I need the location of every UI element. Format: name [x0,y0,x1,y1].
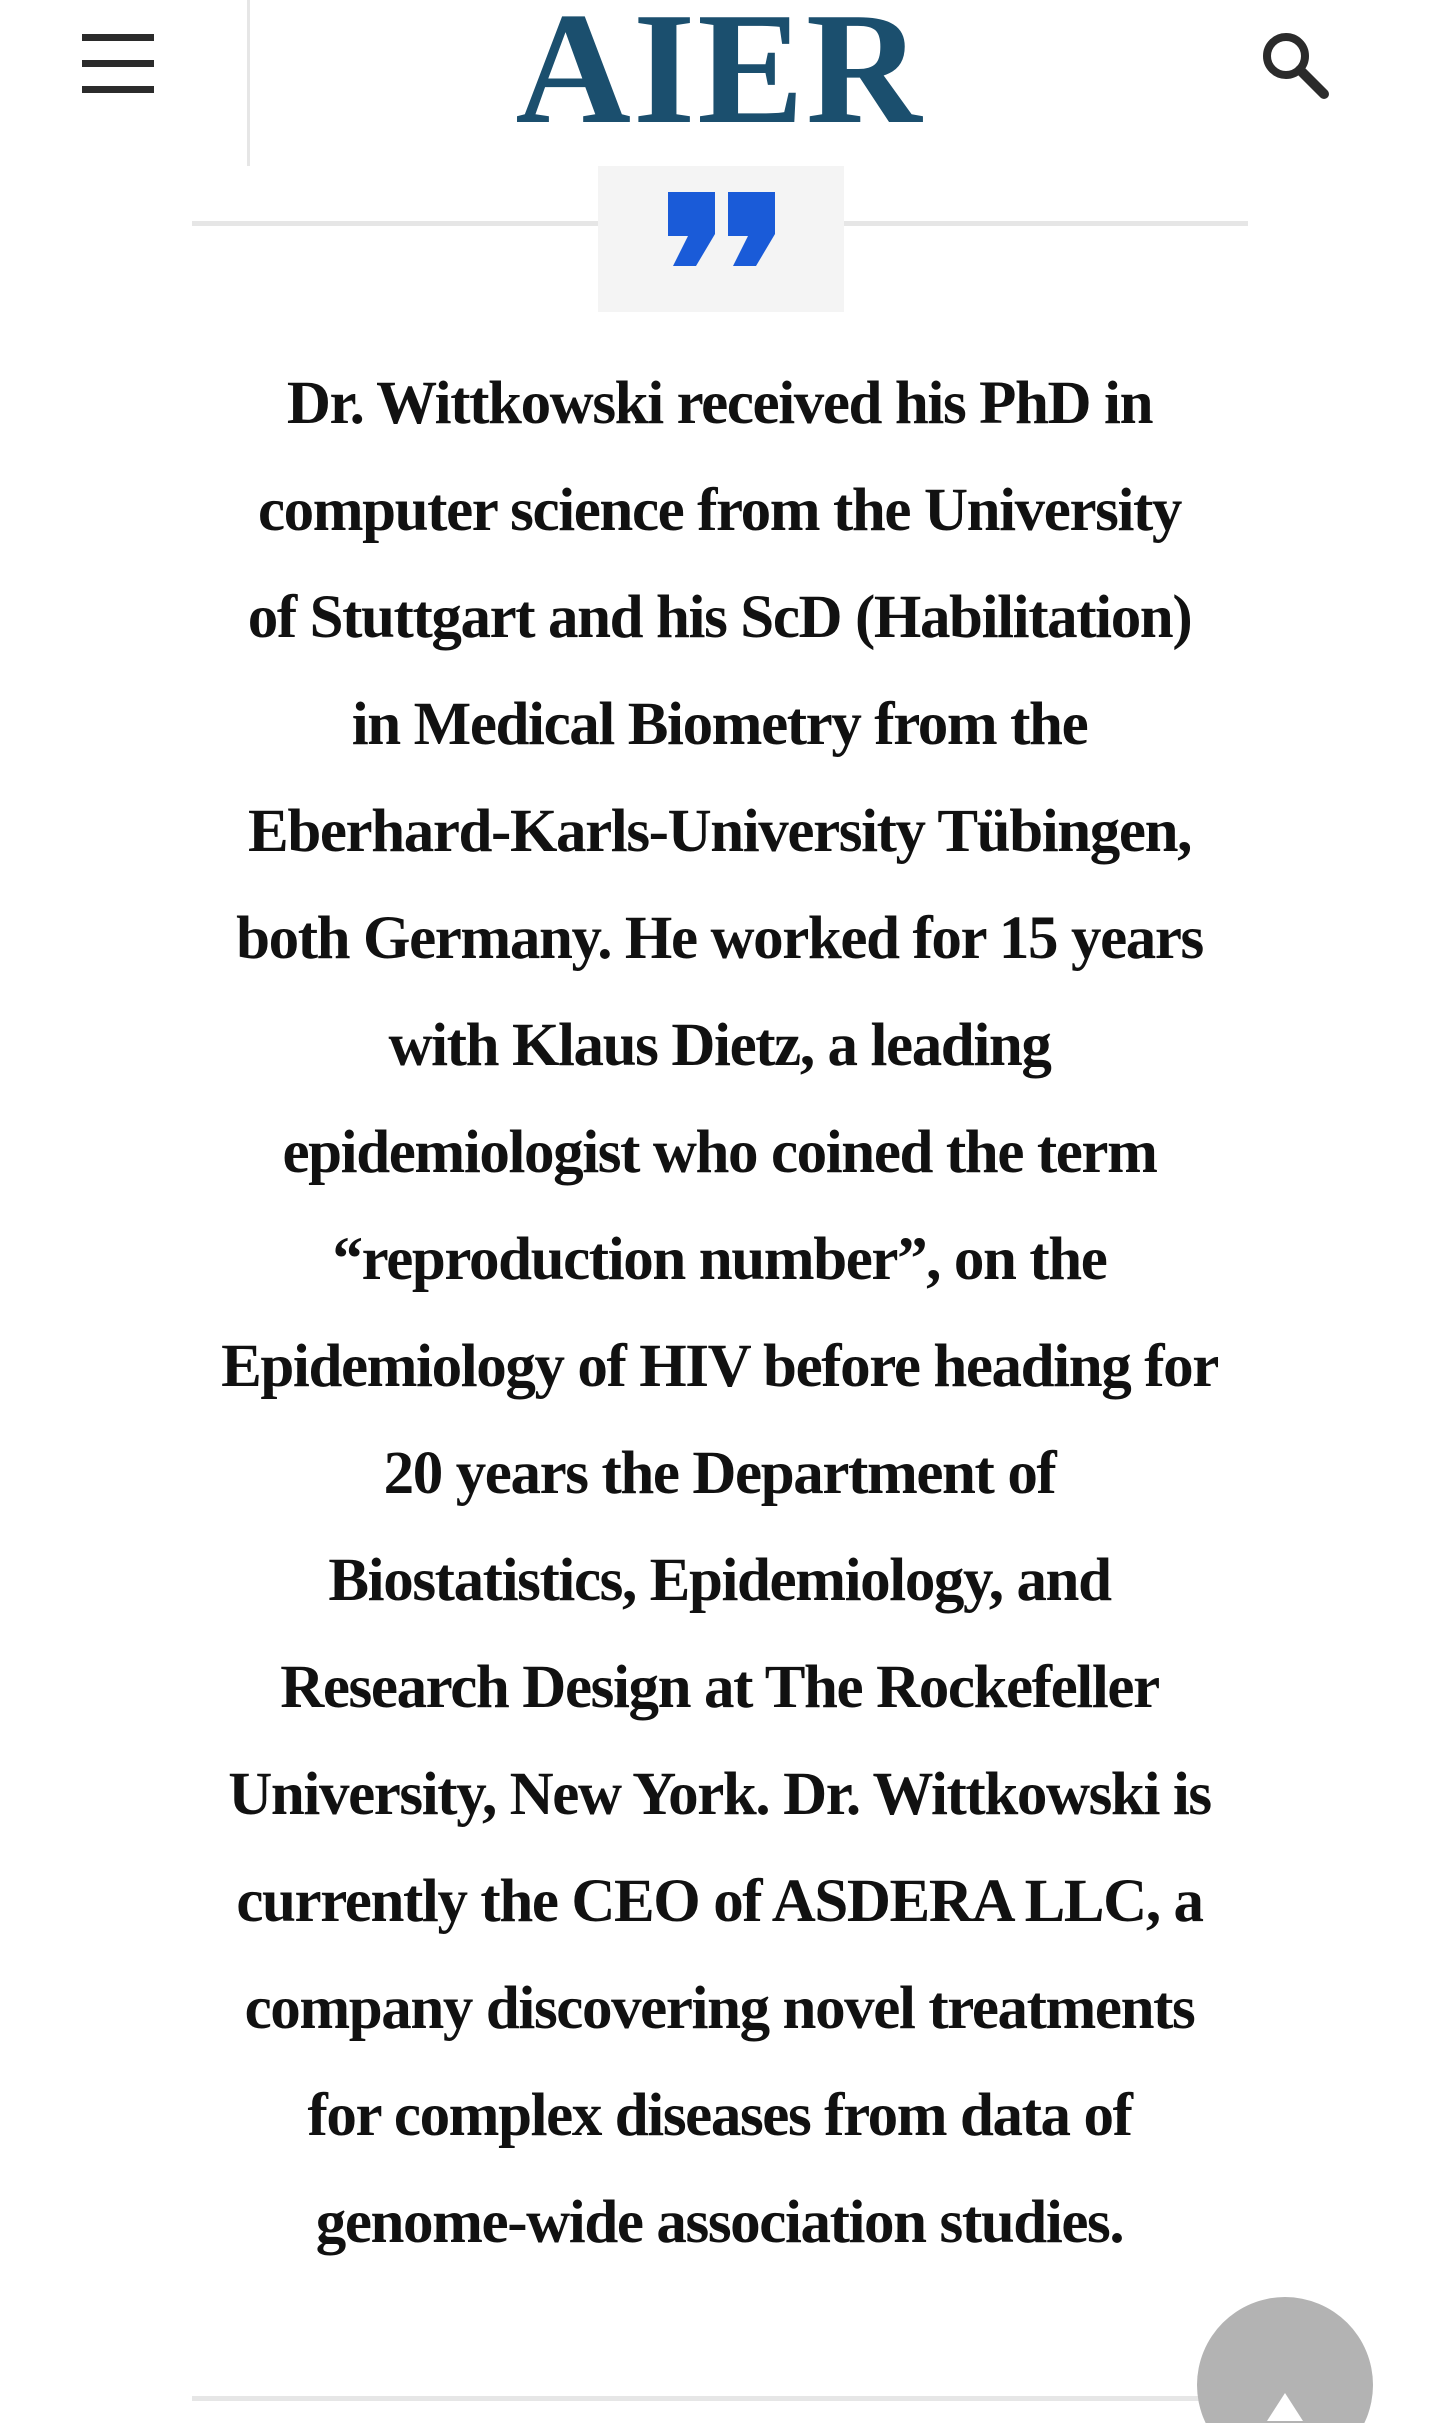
bio-line: epidemiologist who coined the term [282,1119,1157,1186]
section-divider [192,2396,1248,2401]
bio-line: “reproduction number”, on the [332,1226,1107,1293]
bio-line: computer science from the University [257,477,1182,544]
bio-line: Research Design at The Rockefeller [280,1654,1159,1721]
site-header [0,0,1439,166]
site-logo[interactable]: AIER [515,0,924,157]
bio-line: genome-wide association studies. [315,2189,1124,2256]
arrow-up-icon [1197,2297,1373,2423]
quote-badge [598,166,844,312]
author-bio [150,350,1289,2276]
bio-line: Epidemiology of HIV before heading for [221,1333,1218,1400]
bio-line: for complex diseases from data of [307,2082,1132,2149]
search-icon [1256,26,1336,106]
bio-line: with Klaus Dietz, a leading [388,1012,1051,1079]
quote-rule-right [844,221,1248,226]
bio-line: company discovering novel treatments [244,1975,1195,2042]
bio-line: of Stuttgart and his ScD (Habilitation) [247,584,1192,651]
bio-line: Dr. Wittkowski received his PhD in [286,370,1153,437]
quote-rule-left [192,221,598,226]
scroll-to-top-button[interactable] [1197,2297,1373,2423]
bio-line: 20 years the Department of [383,1440,1056,1507]
bio-line: in Medical Biometry from the [351,691,1088,758]
bio-line: Eberhard-Karls-University Tübingen, [248,798,1191,865]
quote-icon [598,166,844,312]
search-button[interactable] [1256,26,1336,106]
bio-line: both Germany. He worked for 15 years [236,905,1203,972]
bio-line: Biostatistics, Epidemiology, and [328,1547,1111,1614]
bio-line: currently the CEO of ASDERA LLC, a [236,1868,1203,1935]
bio-line: University, New York. Dr. Wittkowski is [228,1761,1211,1828]
